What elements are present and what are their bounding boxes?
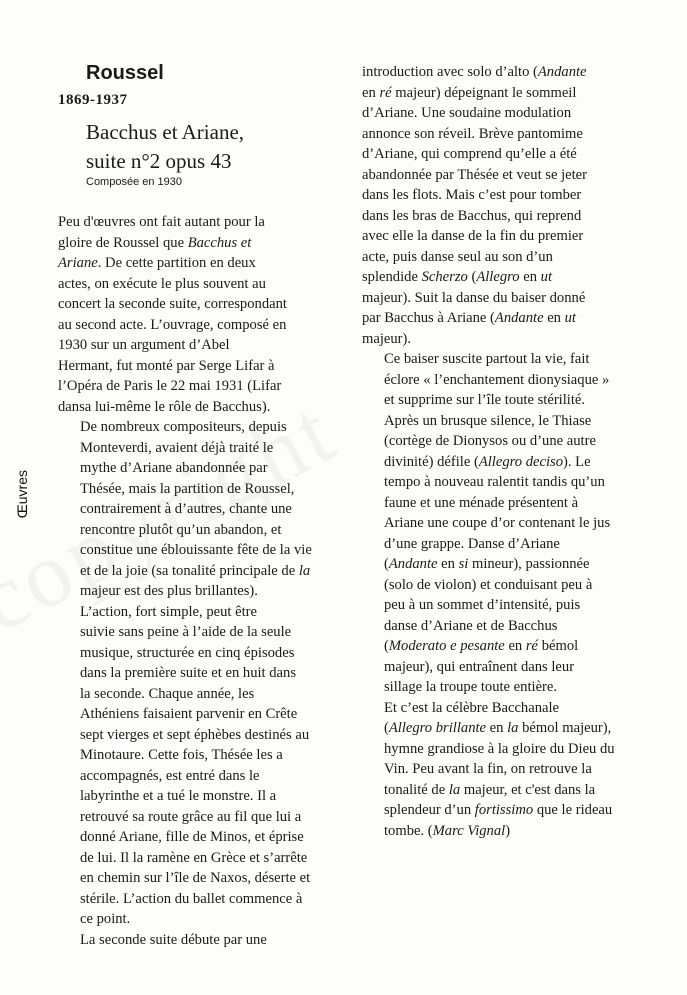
text-line: majeur est des plus brillantes).: [80, 583, 258, 599]
text-line: tombe. (Marc Vignal): [384, 822, 511, 839]
text-line: rencontre plutôt qu’un abandon, et: [80, 521, 282, 538]
text-line: l’Opéra de Paris le 22 mai 1931 (Lifar: [58, 378, 282, 394]
text-line: hymne grandiose à la gloire du Dieu du: [384, 740, 615, 757]
text-line: introduction avec solo d’alto (Andante: [362, 64, 587, 80]
text-line: d’Ariane, qui comprend qu’elle a été: [362, 146, 577, 162]
text-line: constitue une éblouissante fête de la vie: [80, 542, 312, 558]
text-line: et de la joie (sa tonalité principale de la: [80, 562, 311, 579]
text-line: (solo de violon) et conduisant peu à: [384, 576, 593, 593]
paragraph: [362, 349, 656, 698]
text-line: dans la première suite et en huit dans: [80, 665, 296, 681]
text-line: annonce son réveil. Brève pantomime: [362, 125, 583, 142]
text-line: mythe d’Ariane abandonnée par: [80, 460, 268, 476]
text-line: L’action, fort simple, peut être: [80, 603, 257, 620]
text-line: Après un brusque silence, le Thiase: [384, 412, 592, 429]
text-line: abandonnée par Thésée et veut se jeter: [362, 166, 588, 183]
text-line: splendeur d’un fortissimo que le rideau: [384, 802, 613, 818]
paragraph: [58, 602, 348, 930]
paragraph: [58, 417, 348, 602]
text-line: Monteverdi, avaient déjà traité le: [80, 439, 274, 456]
text-line: concert la seconde suite, correspondant: [58, 296, 287, 312]
text-line: labyrinthe et a tué le monstre. Il a: [80, 788, 277, 804]
composer-name: Roussel: [86, 62, 164, 84]
composition-date: Composée en 1930: [86, 176, 183, 188]
text-line: La seconde suite débute par une: [80, 931, 267, 948]
text-line: d’une grappe. Danse d’Ariane: [384, 535, 560, 552]
text-line: tonalité de la majeur, et c'est dans la: [384, 781, 596, 798]
paragraph: [58, 212, 348, 417]
paragraph: [58, 930, 348, 951]
text-line: tempo à nouveau ralentit tandis qu’un: [384, 474, 605, 490]
text-line: faune et une ménade présentent à: [384, 494, 579, 511]
text-line: majeur).: [362, 330, 412, 347]
text-line: retrouvé sa route grâce au fil que lui a: [80, 808, 302, 825]
text-line: ce point.: [80, 911, 131, 927]
text-line: Peu d'œuvres ont fait autant pour la: [58, 214, 265, 230]
text-line: (cortège de Dionysos ou d’une autre: [384, 433, 596, 449]
text-line: divinité) défile (Allegro deciso). Le: [384, 453, 591, 470]
text-line: dansa lui-même le rôle de Bacchus).: [58, 398, 271, 415]
composer-dates: 1869-1937: [58, 92, 128, 108]
text-line: sept vierges et sept éphèbes destinés au: [80, 726, 310, 743]
text-line: Vin. Peu avant la fin, on retrouve la: [384, 761, 592, 777]
text-line: De nombreux compositeurs, depuis: [80, 419, 287, 435]
work-title-line: suite n°2 opus 43: [86, 149, 232, 173]
text-line: gloire de Roussel que Bacchus et: [58, 234, 252, 251]
text-line: avec elle la danse de la fin du premier: [362, 228, 584, 244]
text-line: contrairement à d’autres, chante une: [80, 501, 292, 517]
text-line: (Moderato e pesante en ré bémol: [384, 638, 579, 654]
text-line: musique, structurée en cinq épisodes: [80, 644, 295, 661]
paragraph: [362, 62, 656, 349]
text-line: de lui. Il la ramène en Grèce et s’arrête: [80, 849, 308, 866]
text-line: sillage la troupe toute entière.: [384, 679, 558, 695]
text-line: peu à un sommet d’intensité, puis: [384, 597, 581, 613]
text-line: dans les bras de Bacchus, qui reprend: [362, 207, 582, 224]
text-line: en chemin sur l’île de Naxos, déserte et: [80, 870, 311, 886]
left-text-column: [58, 212, 348, 950]
text-line: Ariane. De cette partition en deux: [58, 255, 256, 271]
text-line: actes, on exécute le plus souvent au: [58, 275, 266, 292]
text-line: en ré majeur) dépeignant le sommeil: [362, 84, 577, 101]
text-line: Ariane une coupe d’or contenant le jus: [384, 515, 611, 531]
text-line: donné Ariane, fille de Minos, et éprise: [80, 829, 304, 845]
text-line: splendide Scherzo (Allegro en ut: [362, 269, 552, 285]
text-line: Athéniens faisaient parvenir en Crête: [80, 706, 298, 722]
text-line: d’Ariane. Une soudaine modulation: [362, 105, 572, 121]
text-line: Et c’est la célèbre Bacchanale: [384, 699, 560, 716]
text-line: la seconde. Chaque année, les: [80, 685, 255, 702]
text-line: Minotaure. Cette fois, Thésée les a: [80, 747, 283, 763]
paragraph: [362, 698, 656, 842]
text-line: majeur), qui entraînent dans leur: [384, 658, 575, 675]
right-text-column: [362, 62, 656, 841]
text-line: dans les flots. Mais c’est pour tomber: [362, 187, 582, 203]
text-line: au second acte. L’ouvrage, composé en: [58, 316, 287, 333]
text-line: acte, puis danse seul au son d’un: [362, 248, 553, 265]
text-line: éclore « l’enchantement dionysiaque »: [384, 371, 610, 388]
text-line: par Bacchus à Ariane (Andante en ut: [362, 310, 576, 326]
text-line: majeur). Suit la danse du baiser donné: [362, 289, 586, 306]
text-line: accompagnés, est entré dans le: [80, 767, 260, 784]
text-line: (Andante en si mineur), passionnée: [384, 556, 590, 572]
text-line: Ce baiser suscite partout la vie, fait: [384, 351, 590, 367]
section-side-label: Œuvres: [14, 470, 30, 519]
text-line: Hermant, fut monté par Serge Lifar à: [58, 357, 275, 374]
work-title: [86, 118, 346, 176]
text-line: danse d’Ariane et de Bacchus: [384, 617, 558, 634]
text-line: stérile. L’action du ballet commence à: [80, 890, 303, 907]
text-line: et supprime sur l’île toute stérilité.: [384, 392, 586, 408]
text-line: (Allegro brillante en la bémol majeur),: [384, 720, 612, 736]
text-line: suivie sans peine à l’aide de la seule: [80, 624, 292, 640]
text-line: 1930 sur un argument d’Abel: [58, 337, 230, 353]
work-title-line: Bacchus et Ariane,: [86, 120, 245, 144]
text-line: Thésée, mais la partition de Roussel,: [80, 480, 295, 497]
